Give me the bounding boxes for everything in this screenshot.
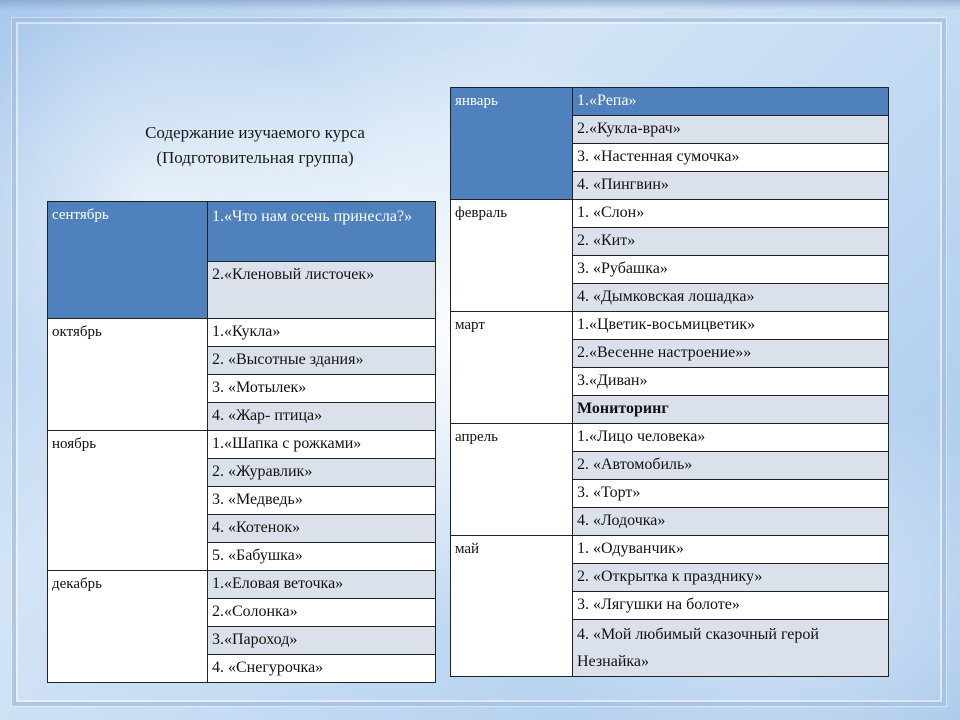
table-cell: 1.«Лицо человека»	[573, 424, 889, 452]
table-cell: 1.«Что нам осень принесла?»	[208, 202, 436, 262]
table-cell: 3. «Рубашка»	[573, 256, 889, 284]
table-cell: 3.«Диван»	[573, 368, 889, 396]
table-cell: 2. «Автомобиль»	[573, 452, 889, 480]
table-cell: 5. «Бабушка»	[208, 543, 436, 571]
table-cell: 2.«Кленовый листочек»	[208, 261, 436, 319]
table-cell: 2. «Высотные здания»	[208, 347, 436, 375]
table-row	[48, 571, 436, 599]
table-cell: 1.«Цветик-восьмицветик»	[573, 312, 889, 340]
monitoring-cell: Мониторинг	[573, 396, 889, 424]
table-cell: 1.«Еловая веточка»	[208, 571, 436, 599]
table-row	[451, 424, 889, 452]
table-row	[451, 88, 889, 116]
table-cell: 1.«Кукла»	[208, 319, 436, 347]
month-cell: февраль	[451, 200, 573, 312]
table-cell: 3.«Пароход»	[208, 627, 436, 655]
table-cell: 4. «Мой любимый сказочный герой Незнайка»	[573, 620, 889, 677]
table-row	[451, 312, 889, 340]
table-cell: 1.«Шапка с рожками»	[208, 431, 436, 459]
table-cell: 4. «Котенок»	[208, 515, 436, 543]
table-cell: 4. «Лодочка»	[573, 508, 889, 536]
table-cell: 3. «Настенная сумочка»	[573, 144, 889, 172]
table-cell: 1.«Репа»	[573, 88, 889, 116]
schedule-table-left	[47, 201, 436, 683]
table-row	[451, 536, 889, 564]
table-row	[48, 319, 436, 347]
table-cell: 3. «Торт»	[573, 480, 889, 508]
month-cell: март	[451, 312, 573, 424]
table-cell: 2.«Весенне настроение»»	[573, 340, 889, 368]
table-cell: 2. «Открытка к празднику»	[573, 564, 889, 592]
month-cell: январь	[451, 88, 573, 200]
table-cell: 2.«Солонка»	[208, 599, 436, 627]
title-line-2: (Подготовительная группа)	[156, 148, 354, 167]
table-cell: 4. «Пингвин»	[573, 172, 889, 200]
table-row	[48, 431, 436, 459]
table-row	[451, 200, 889, 228]
table-cell: 3. «Медведь»	[208, 487, 436, 515]
title-line-1: Содержание изучаемого курса	[145, 123, 365, 142]
month-cell: сентябрь	[48, 202, 208, 319]
month-cell: октябрь	[48, 319, 208, 431]
table-cell: 1. «Слон»	[573, 200, 889, 228]
table-cell: 3. «Мотылек»	[208, 375, 436, 403]
table-cell: 4. «Жар- птица»	[208, 403, 436, 431]
table-cell: 2. «Журавлик»	[208, 459, 436, 487]
table-cell: 2.«Кукла-врач»	[573, 116, 889, 144]
table-row	[48, 202, 436, 262]
table-cell: 4. «Дымковская лошадка»	[573, 284, 889, 312]
table-cell: 3. «Лягушки на болоте»	[573, 592, 889, 620]
table-cell: 1. «Одуванчик»	[573, 536, 889, 564]
month-cell: ноябрь	[48, 431, 208, 571]
month-cell: апрель	[451, 424, 573, 536]
month-cell: май	[451, 536, 573, 677]
top-shadow	[0, 0, 960, 10]
table-cell: 2. «Кит»	[573, 228, 889, 256]
table-cell: 4. «Снегурочка»	[208, 655, 436, 683]
schedule-table-right	[450, 87, 889, 677]
month-cell: декабрь	[48, 571, 208, 683]
page-title	[90, 120, 420, 170]
